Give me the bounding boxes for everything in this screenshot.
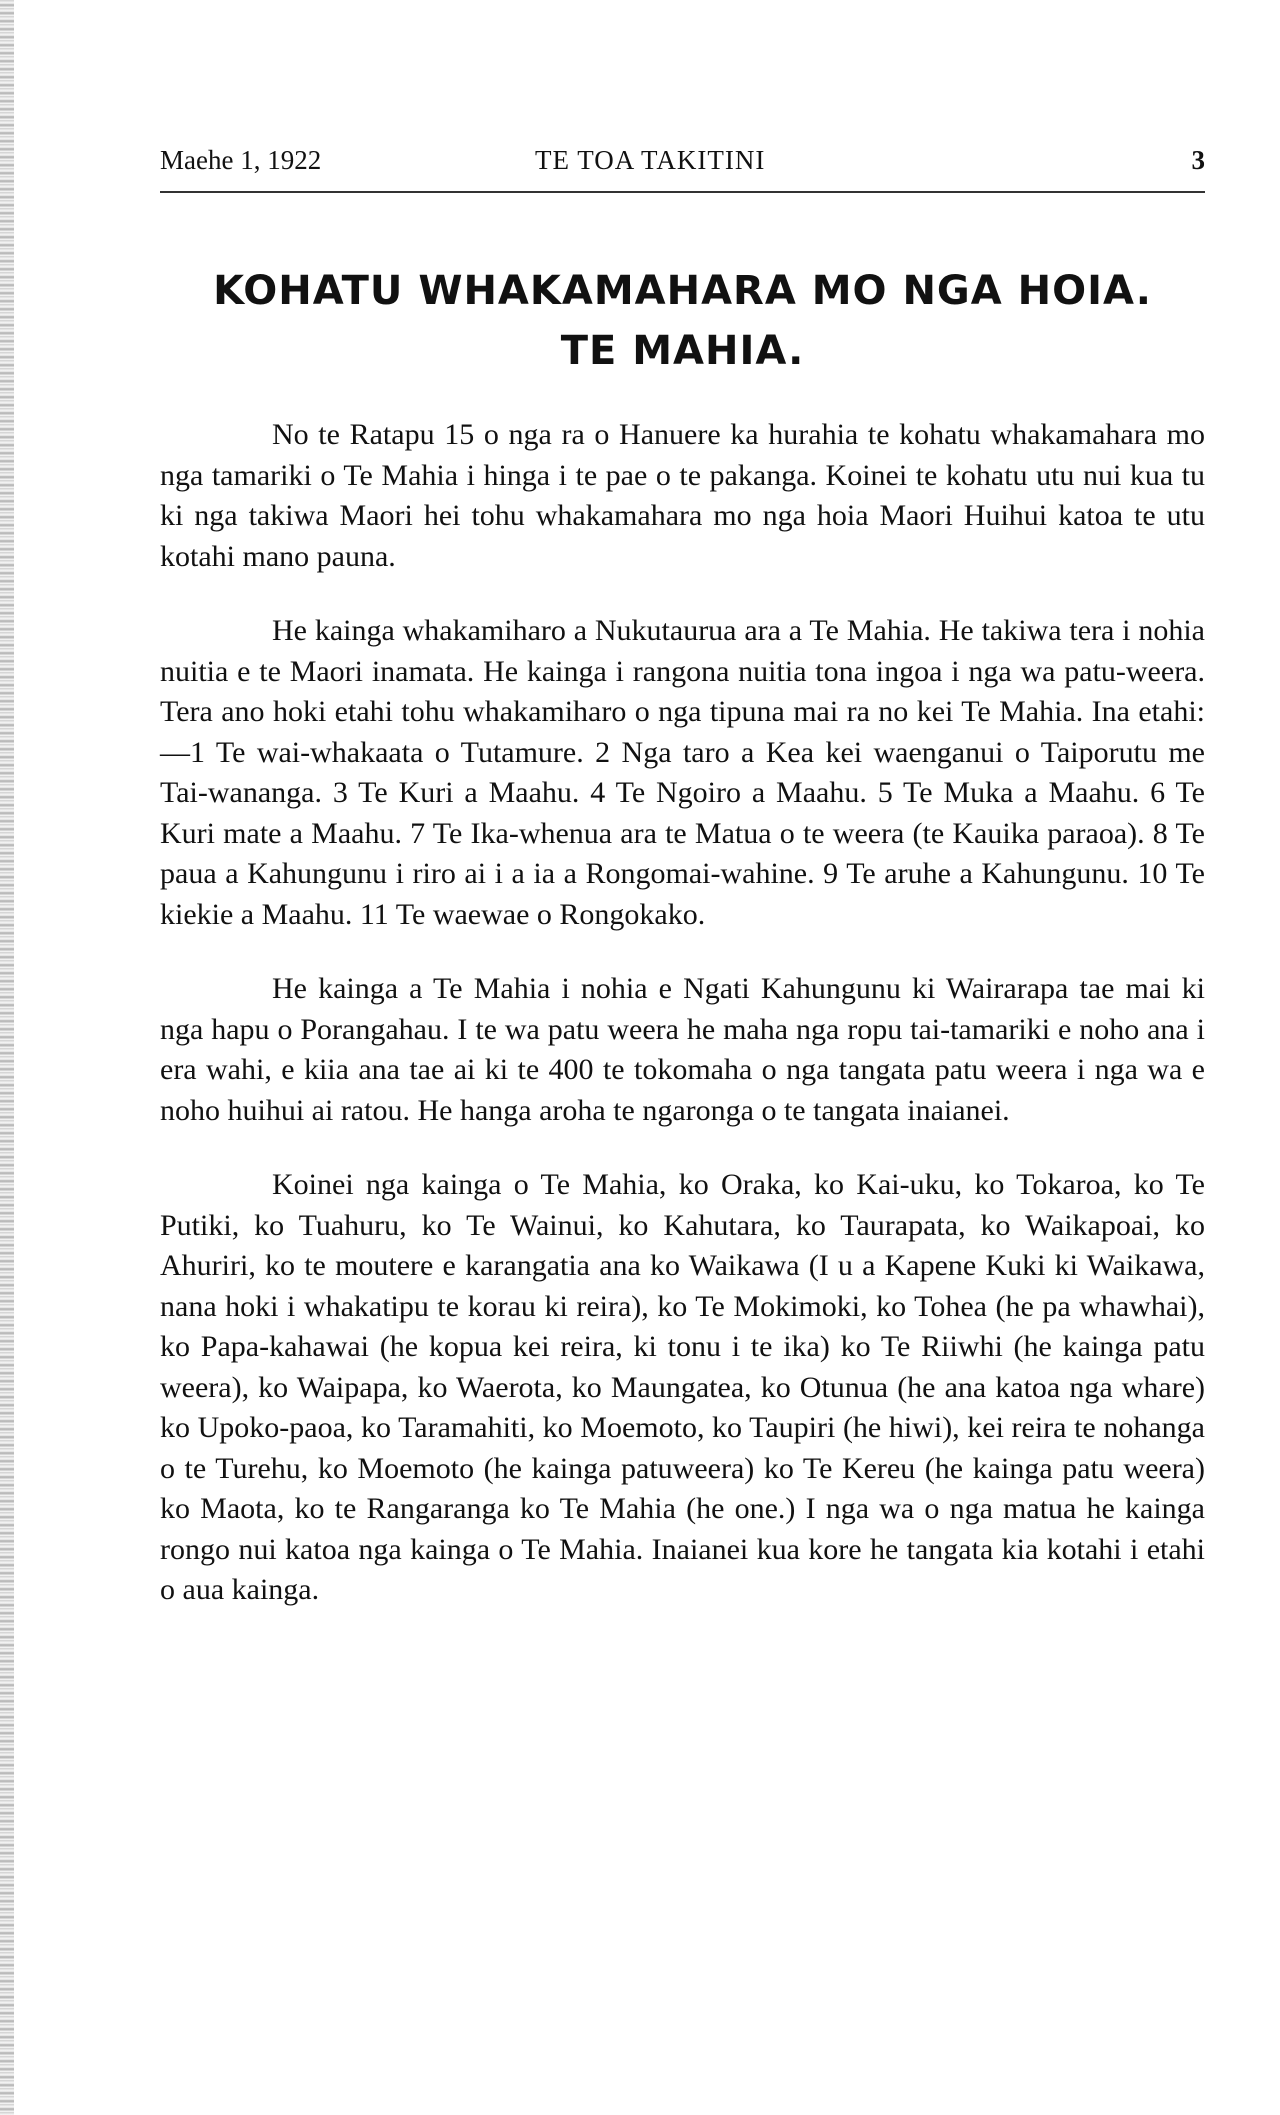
issue-date: Maehe 1, 1922 xyxy=(160,145,322,175)
article-paragraph-3: He kainga a Te Mahia i nohia e Ngati Kahungunu ki Wairarapa tae mai ki nga hapu o Porangahau. I te wa patu weera he maha nga ropu tai-tamariki e noho ana i era wahi, e kiia ana tae ai ki te 400 te tokomaha o nga tangata patu weera i nga wa e noho huihui ai ratou. He hanga aroha te ngaronga o te tangata inaianei. xyxy=(160,972,1205,1127)
article-paragraph-1: No te Ratapu 15 o nga ra o Hanuere ka hurahia te kohatu whakamahara mo nga tamariki o Te Mahia i hinga i te pae o te pakanga. Koinei te kohatu utu nui kua tu ki nga takiwa Maori hei tohu whakamahara mo nga hoia Maori Huihui katoa te utu kotahi mano pauna. xyxy=(160,418,1205,573)
newspaper-page xyxy=(160,145,1205,1611)
article-title: KOHATU WHAKAMAHARA MO NGA HOIA. xyxy=(213,268,1152,314)
article-paragraph-2: He kainga whakamiharo a Nukutaurua ara a Te Mahia. He takiwa tera i nohia nuitia e te Maori inamata. He kainga i rangona nuitia tona ingoa i nga wa patu-weera. Tera ano hoki etahi tohu whakamiharo o nga tipuna mai ra no kei Te Mahia. Ina etahi:—1 Te wai-whakaata o Tutamure. 2 Nga taro a Kea kei waenganui o Taiporutu me Tai-wananga. 3 Te Kuri a Maahu. 4 Te Ngoiro a Maahu. 5 Te Muka a Maahu. 6 Te Kuri mate a Maahu. 7 Te Ika-whenua ara te Matua o te weera (te Kauika paraoa). 8 Te paua a Kahungunu i riro ai i a ia a Rongomai-wahine. 9 Te aruhe a Kahungunu. 10 Te kiekie a Maahu. 11 Te waewae o Rongokako. xyxy=(160,614,1205,931)
running-head xyxy=(160,145,1205,185)
article-paragraph-4: Koinei nga kainga o Te Mahia, ko Oraka, ko Kai-uku, ko Tokaroa, ko Te Putiki, ko Tuahuru, ko Te Wainui, ko Kahutara, ko Taurapata, ko Waikapoai, ko Ahuriri, ko te moutere e karangatia ana ko Waikawa (I u a Kapene Kuki ki Waikawa, nana hoki i whakatipu te korau ki reira), ko Te Mokimoki, ko Tohea (he pa whawhai), ko Papa-kahawai (he kopua kei reira, ki tonu i te ika) ko Te Riiwhi (he kainga patu weera), ko Waipapa, ko Waerota, ko Maungatea, ko Otunua (he ana katoa nga whare) ko Upoko-paoa, ko Taramahiti, ko Moemoto, ko Taupiri (he hiwi), kei reira te nohanga o te Turehu, ko Moemoto (he kainga patuweera) ko Te Kereu (he kainga patu weera) ko Maota, ko te Rangaranga ko Te Mahia (he one.) I nga wa o nga matua he kainga rongo nui katoa nga kainga o Te Mahia. Inaianei kua kore he tangata kia kotahi i etahi o aua kainga. xyxy=(160,1168,1205,1606)
page-edge-scan-artifact xyxy=(0,0,14,2115)
publication-title: TE TOA TAKITINI xyxy=(535,145,766,175)
page-number: 3 xyxy=(1191,145,1205,175)
header-rule xyxy=(160,191,1205,193)
article-subtitle: TE MAHIA. xyxy=(560,328,805,374)
